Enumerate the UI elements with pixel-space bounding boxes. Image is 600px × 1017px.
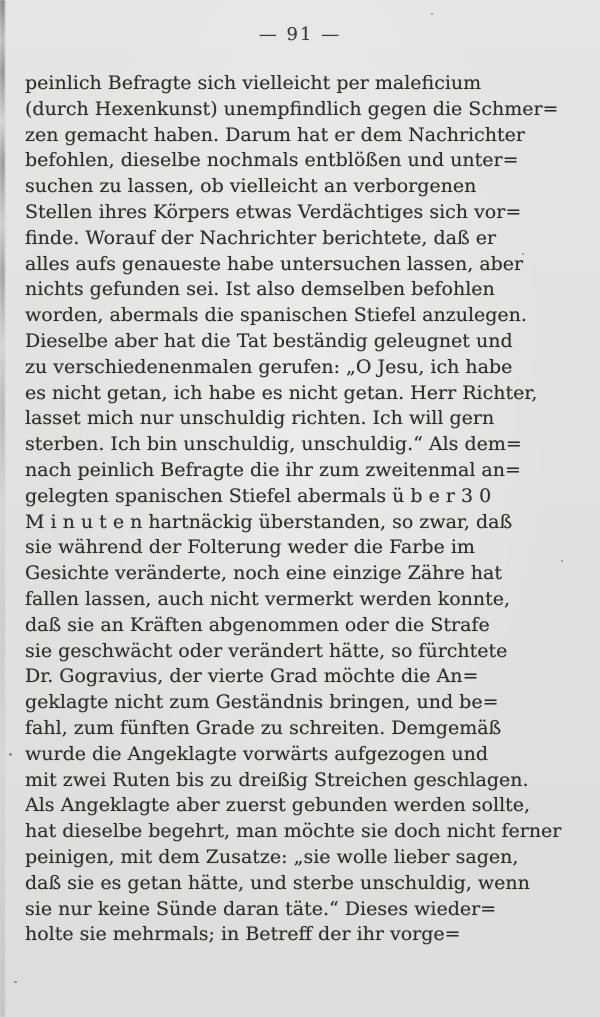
text-line: finde. Worauf der Nachrichter berichtete, daß er (25, 226, 497, 249)
text-line: daß sie an Kräften abgenommen oder die Strafe (25, 613, 490, 636)
text-line: lasset mich nur unschuldig richten. Ich will gern (25, 407, 495, 430)
text-line: peinlich Befragte sich vielleicht per maleficium (25, 72, 482, 94)
text-line: befohlen, dieselbe nochmals entblößen und unter= (25, 149, 519, 172)
text-line: daß sie es getan hätte, und sterbe unschuldig, wenn (25, 871, 530, 894)
text-line: wurde die Angeklagte vorwärts aufgezogen und (25, 742, 489, 765)
text-line: sie nur keine Sünde daran täte.“ Dieses wieder= (25, 897, 497, 920)
text-line: peinigen, mit dem Zusatze: „sie wolle lieber sagen, (25, 845, 519, 868)
text-line: Gesichte veränderte, noch eine einzige Zähre hat (25, 562, 502, 585)
text-line: Dieselbe aber hat die Tat beständig geleugnet und (25, 329, 513, 352)
scan-speck (431, 13, 433, 15)
text-line: Als Angeklagte aber zuerst gebunden werden sollte, (25, 794, 531, 817)
text-line: alles aufs genaueste habe untersuchen lassen, aber (25, 252, 524, 275)
text-line: hat dieselbe begehrt, man möchte sie doch nicht ferner (25, 820, 562, 843)
page-number-header: — 91 — (258, 24, 342, 45)
scan-gutter-shadow (0, 0, 5, 1017)
text-line: fahl, zum fünften Grade zu schreiten. Demgemäß (25, 716, 502, 739)
text-line: geklagte nicht zum Geständnis bringen, und be= (25, 691, 499, 714)
text-line: Stellen ihres Körpers etwas Verdächtiges sich vor= (25, 200, 522, 223)
text-line: M i n u t e n hartnäckig überstanden, so zwar, daß (25, 510, 513, 533)
scan-speck (9, 753, 12, 756)
text-line: nach peinlich Befragte die ihr zum zweitenmal an= (25, 458, 521, 481)
text-line: es nicht getan, ich habe es nicht getan. Herr Richter, (25, 381, 538, 404)
text-line: gelegten spanischen Stiefel abermals ü b e r 3 0 (25, 484, 492, 507)
text-line: (durch Hexenkunst) unempfindlich gegen die Schmer= (25, 97, 559, 120)
text-line: mit zwei Ruten bis zu dreißig Streichen geschlagen. (25, 768, 529, 791)
text-line: worden, abermals die spanischen Stiefel anzulegen. (25, 304, 527, 327)
text-line: holte sie mehrmals; in Betreff der ihr vorge= (25, 923, 461, 946)
text-line: sie während der Folterung weder die Farbe im (25, 536, 475, 559)
scan-speck (14, 981, 17, 983)
text-line: nichts gefunden sei. Ist also demselben befohlen (25, 278, 495, 301)
text-line: zu verschiedenenmalen gerufen: „O Jesu, ich habe (25, 355, 513, 378)
text-line: zen gemacht haben. Darum hat er dem Nachrichter (25, 123, 525, 146)
text-line: sterben. Ich bin unschuldig, unschuldig.“ Als dem= (25, 433, 522, 456)
body-text (25, 71, 576, 948)
text-line: fallen lassen, auch nicht vermerkt werden konnte, (25, 587, 511, 610)
text-line: suchen zu lassen, ob vielleicht an verborgenen (25, 175, 477, 198)
text-line: Dr. Gogravius, der vierte Grad möchte die An= (25, 665, 479, 688)
text-line: sie geschwächt oder verändert hätte, so fürchtete (25, 639, 508, 662)
